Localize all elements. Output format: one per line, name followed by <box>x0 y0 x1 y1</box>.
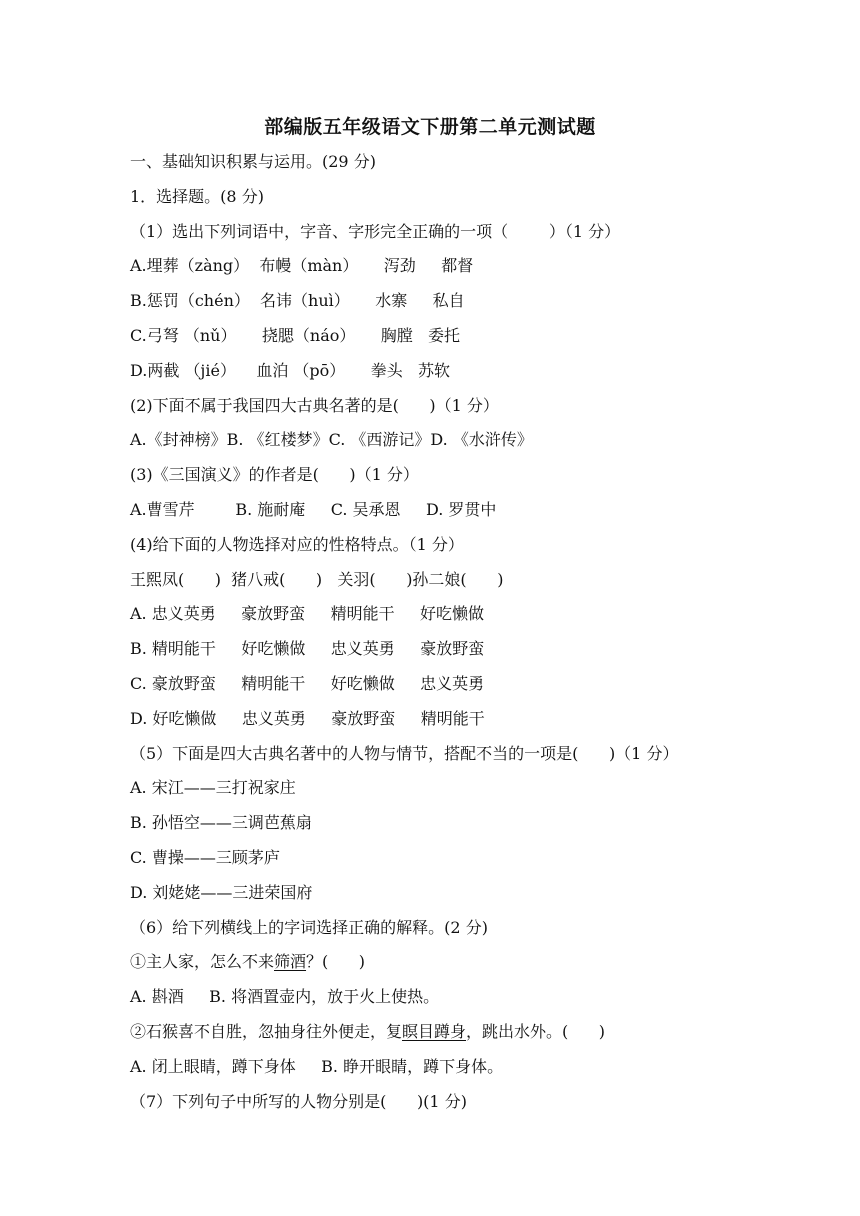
question-1-3: (3)《三国演义》的作者是( )（1 分） <box>130 465 419 485</box>
option-c: C. 曹操——三顾茅庐 <box>130 847 280 867</box>
document-title: 部编版五年级语文下册第二单元测试题 <box>264 116 596 138</box>
answer-blank: ？( ) <box>306 952 366 972</box>
option-d: D. 刘姥姥——三进荣国府 <box>130 882 313 902</box>
question-1-4-people: 王熙凤( ) 猪八戒( ) 关羽( )孙二娘( ) <box>130 569 504 589</box>
option-b: B.惩罚（chén） 名讳（huì） 水寨 私自 <box>130 291 465 311</box>
option-b: B. 孙悟空——三调芭蕉扇 <box>130 813 312 833</box>
sentence-text: ①主人家，怎么不来 <box>130 952 275 972</box>
question-1-6-item-2-options: A. 闭上眼睛，蹲下身体 B. 睁开眼睛，蹲下身体。 <box>130 1056 504 1076</box>
question-1-1: （1）选出下列词语中，字音、字形完全正确的一项（ ）（1 分） <box>130 221 621 241</box>
underlined-word: 筛酒 <box>274 952 307 972</box>
option-a: A.埋葬（zàng） 布幔（màn） 泻劲 都督 <box>130 256 474 276</box>
question-1-6-item-1 <box>130 949 830 984</box>
option-a: A. 忠义英勇 豪放野蛮 精明能干 好吃懒做 <box>130 604 485 624</box>
section-heading: 一、基础知识积累与运用。(29 分) <box>130 152 376 171</box>
underlined-word: 瞑目蹲身 <box>402 1021 467 1041</box>
question-1-2: (2)下面不属于我国四大古典名著的是( )（1 分） <box>130 395 499 415</box>
question-body <box>130 149 830 1123</box>
question-1-3-options: A.曹雪芹 B. 施耐庵 C. 吴承恩 D. 罗贯中 <box>130 499 497 519</box>
question-1-6-item-2 <box>130 1019 830 1054</box>
sentence-text: ②石猴喜不自胜，忽抽身往外便走，复 <box>130 1021 403 1041</box>
question-1-5: （5）下面是四大古典名著中的人物与情节，搭配不当的一项是( )（1 分） <box>130 743 679 763</box>
question-1-heading: 1．选择题。(8 分) <box>130 186 264 206</box>
option-c: C. 豪放野蛮 精明能干 好吃懒做 忠义英勇 <box>130 673 485 693</box>
option-d: D. 好吃懒做 忠义英勇 豪放野蛮 精明能干 <box>130 708 485 728</box>
question-1-6-item-1-options: A. 斟酒 B. 将酒置壶内，放于火上使热。 <box>130 987 440 1007</box>
question-1-7: （7）下列句子中所写的人物分别是( )(1 分) <box>130 1091 467 1111</box>
question-1-6: （6）给下列横线上的字词选择正确的解释。(2 分) <box>130 917 488 937</box>
option-c: C.弓弩 （nǔ） 挠腮（náo） 胸膛 委托 <box>130 325 461 345</box>
option-a: A. 宋江——三打祝家庄 <box>130 778 296 798</box>
question-1-4: (4)给下面的人物选择对应的性格特点。（1 分） <box>130 534 464 554</box>
answer-blank: ，跳出水外。( ) <box>466 1021 606 1041</box>
question-1-2-options: A.《封神榜》B. 《红楼梦》C. 《西游记》D. 《水浒传》 <box>130 430 533 450</box>
option-b: B. 精明能干 好吃懒做 忠义英勇 豪放野蛮 <box>130 639 485 659</box>
option-d: D.两截 （jié） 血泊 （pō） 拳头 苏软 <box>130 360 450 380</box>
